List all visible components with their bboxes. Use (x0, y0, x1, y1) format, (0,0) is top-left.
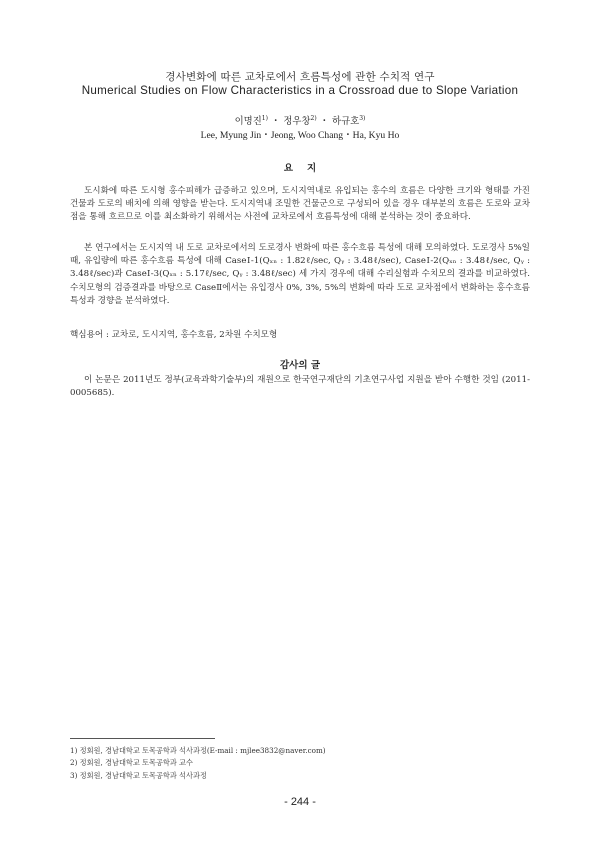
footnote: 2) 정회원, 경남대학교 토목공학과 교수 (70, 758, 193, 768)
abstract-heading: 요지 (283, 163, 331, 174)
author-separator: ・ (270, 116, 281, 127)
acknowledgement-text: 이 논문은 2011년도 정부(교육과학기술부)의 재원으로 한국연구재단의 기초연구사업 지원을 받아 수행한 것임 (2011-0005685). (70, 375, 530, 399)
footnote-divider (70, 738, 215, 739)
author-name: 하규호 (332, 116, 360, 127)
footnote-marker: 1) (261, 115, 268, 122)
author-separator: ・ (319, 116, 330, 127)
abstract-paragraph-1: 도시화에 따른 도시형 홍수피해가 급증하고 있으며, 도시지역내로 유입되는 홍수의 흐름은 다양한 크기와 형태를 가진 건물과 도로의 배치에 의해 영향을 받는다. 도시지역내 조밀한 건물군으로 구성되어 있을 경우 대부분의 흐름은 도로와 교차점을 통해 흐르므로 이를 최소화하기 위해서는 사전에 교차로에서 흐름특성에 대해 분석하는 것이 중요하다. (70, 186, 530, 223)
author-name: 이명진 (234, 116, 262, 127)
author-name: 정우창 (283, 116, 311, 127)
footnote: 3) 정회원, 경남대학교 토목공학과 석사과정 (70, 770, 207, 780)
footnote-marker: 2) (310, 115, 317, 122)
title-english: Numerical Studies on Flow Characteristics in a Crossroad due to Slope Variation (81, 84, 519, 97)
footnote-marker: 3) (359, 115, 366, 122)
footnote: 1) 정회원, 경남대학교 토목공학과 석사과정(E-mail : mjlee3832@naver.com) (70, 746, 326, 755)
acknowledgement-heading: 감사의 글 (279, 360, 320, 371)
keywords: 핵심용어 : 교차로, 도시지역, 홍수흐름, 2차원 수치모형 (70, 330, 278, 340)
footnotes (70, 745, 530, 782)
page-number: - 244 - (284, 796, 316, 808)
abstract-paragraph-2: 본 연구에서는 도시지역 내 도로 교차로에서의 도로경사 변화에 따른 홍수흐름 특성에 대해 모의하였다. 도로경사 5%일 때, 유입량에 따른 홍수흐름 특성에 대해 CaseⅠ-1(Qₓₙ : 1.82ℓ/sec, Qᵧ : 3.48ℓ/sec), CaseⅠ-2(Qₓₙ : 3.48ℓ/sec, Qᵧ : 3.48ℓ/sec)과 CaseⅠ-3(Qₓₙ : 5.17ℓ/sec, Qᵧ : 3.48ℓ/sec) 세 가지 경우에 대해 수리실험과 수치모의 결과를 비교하였다. 수치모형의 검증결과를 바탕으로 CaseⅡ에서는 유입경사 0%, 3%, 5%의 변화에 따라 도로 교차점에서 변화하는 홍수흐름 특성과 경향을 분석하였다. (70, 243, 530, 306)
authors-english: Lee, Myung Jin・Jeong, Woo Chang・Ha, Kyu Ho (200, 130, 400, 141)
title-korean: 경사변화에 따른 교차로에서 흐름특성에 관한 수치적 연구 (165, 71, 435, 83)
authors-korean (0, 113, 600, 127)
